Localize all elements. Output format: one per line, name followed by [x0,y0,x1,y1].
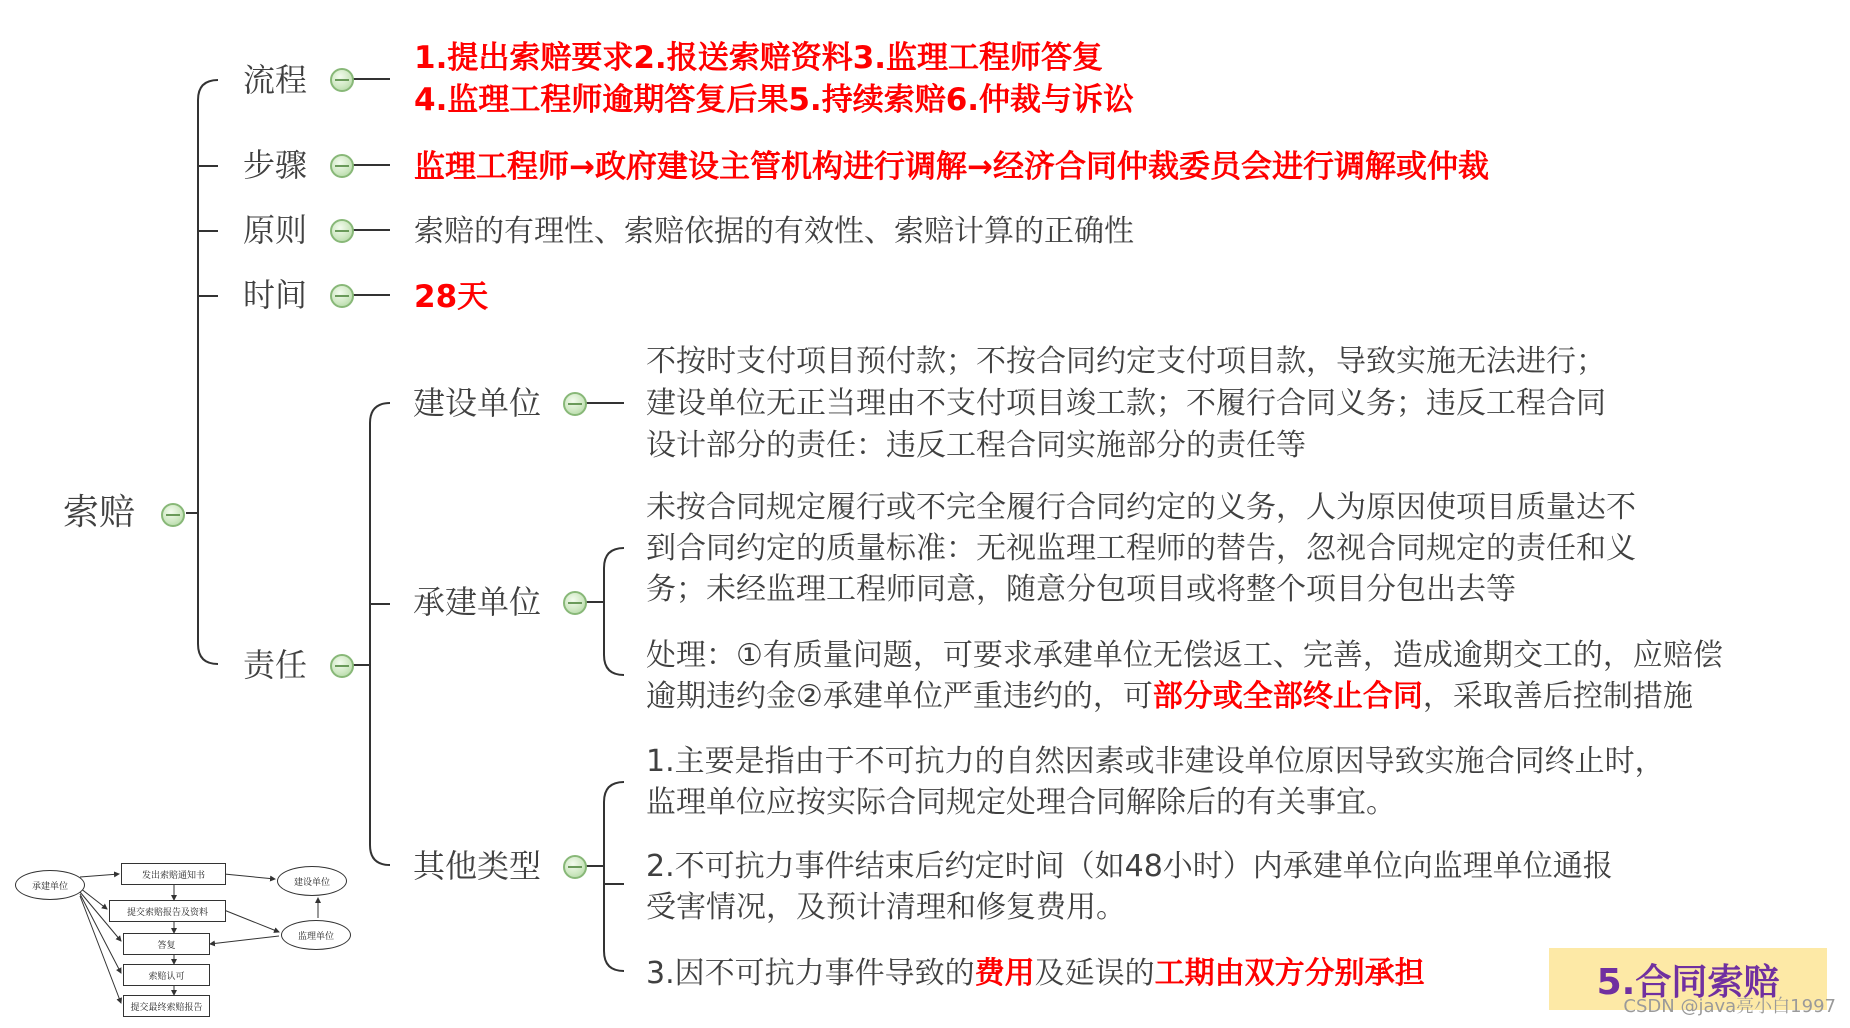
root-node-label: 索赔 [63,492,136,533]
chengjian-item2-highlight: 部分或全部终止合同 [1152,679,1423,714]
chengjian-item1-line-2: 到合同约定的质量标准：无视监理工程师的替告，忽视合同规定的责任和义 [646,531,1636,566]
yuanze-text: 索赔的有理性、索赔依据的有效性、索赔计算的正确性 [414,214,1134,249]
jianshe-line-3: 设计部分的责任：违反工程合同实施部分的责任等 [646,428,1306,463]
chengjian-item1-line-1: 未按合同规定履行或不完全履行合同约定的义务，人为原因使项目质量达不 [646,490,1636,525]
chengjian-item2-line-1: 处理：①有质量问题，可要求承建单位无偿返工、完善，造成逾期交工的，应赔偿 [646,638,1723,673]
flowchart-step-1: 发出索赔通知书 [121,863,226,885]
branch-yuanze-label: 原则 [243,211,308,249]
branch-zeren-label: 责任 [243,646,308,684]
jianshe-line-1: 不按时支付项目预付款；不按合同约定支付项目款，导致实施无法进行； [646,344,1606,379]
shijian-text: 28天 [414,279,489,315]
qita-item1-line-1: 1.主要是指由于不可抗力的自然因素或非建设单位原因导致实施合同终止时， [646,744,1665,779]
qita-item3-mid: 及延误的 [1034,956,1155,991]
branch-liucheng-label: 流程 [243,61,308,99]
flowchart-step-2: 提交索赔报告及资料 [109,900,226,922]
chengjian-item2-line-2-post: ，采取善后控制措施 [1422,679,1693,714]
qita-item3-highlight-cost: 费用 [974,956,1035,991]
buzhou-text: 监理工程师→政府建设主管机构进行调解→经济合同仲裁委员会进行调解或仲裁 [414,149,1489,185]
flowchart-node-owner: 建设单位 [277,866,347,896]
qita-item2-line-1: 2.不可抗力事件结束后约定时间（如48小时）内承建单位向监理单位通报 [646,849,1613,884]
branch-buzhou-label: 步骤 [243,146,308,184]
flowchart-step-4: 索赔认可 [123,964,210,986]
zeren-qita-label: 其他类型 [413,847,542,885]
flowchart-node-contractor: 承建单位 [15,870,85,900]
liucheng-line-1: 1.提出索赔要求2.报送索赔资料3.监理工程师答复 [414,40,1104,76]
zeren-jianshe-label: 建设单位 [413,384,542,422]
flowchart-step-3: 答复 [123,933,210,955]
watermark: CSDN @java亮小白1997 [1623,996,1836,1017]
qita-item3-highlight-period: 工期由双方分别承担 [1154,956,1425,991]
jianshe-line-2: 建设单位无正当理由不支付项目竣工款；不履行合同义务；违反工程合同 [646,386,1606,421]
zeren-chengjian-label: 承建单位 [413,583,542,621]
chengjian-item1-line-3: 务；未经监理工程师同意，随意分包项目或将整个项目分包出去等 [646,572,1516,607]
liucheng-line-2: 4.监理工程师逾期答复后果5.持续索赔6.仲裁与诉讼 [414,82,1135,118]
qita-item2-line-2: 受害情况，及预计清理和修复费用。 [646,890,1126,925]
branch-shijian-label: 时间 [243,276,308,314]
qita-item1-line-2: 监理单位应按实际合同规定处理合同解除后的有关事宜。 [646,785,1396,820]
qita-item3-pre: 3.因不可抗力事件导致的 [646,956,975,991]
chengjian-item2-line-2-pre: 逾期违约金②承建单位严重违约的，可 [646,679,1153,714]
flowchart-node-supervisor: 监理单位 [281,920,351,950]
flowchart-step-5: 提交最终索赔报告 [123,995,210,1017]
section-title-badge: 5.合同索赔 [1549,948,1827,1010]
